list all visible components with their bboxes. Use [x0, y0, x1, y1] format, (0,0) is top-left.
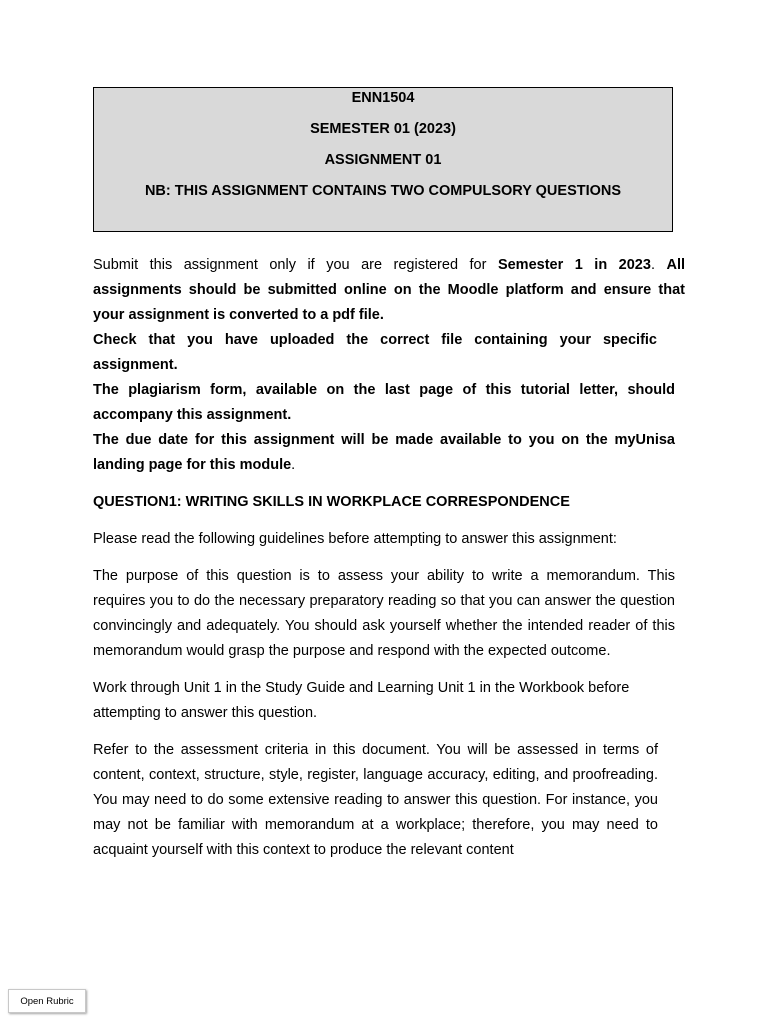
submission-line-9: landing page for this module.	[93, 457, 296, 473]
submission-line-3: your assignment is converted to a pdf file.	[93, 307, 384, 323]
compulsory-note: NB: THIS ASSIGNMENT CONTAINS TWO COMPULSORY QUESTIONS	[144, 183, 622, 199]
semester-emphasis: Semester 1 in 2023	[497, 257, 651, 273]
assignment-title: ASSIGNMENT 01	[324, 152, 442, 168]
purpose-paragraph: The purpose of this question is to assess your ability to write a memorandum. This requires you to do the necessary preparatory reading so that you can answer the question convincingly and adequately. You should ask yourself whether the intended reader of this memorandum would grasp the purpose and respond with the expected outcome.	[93, 568, 675, 659]
submission-line-4: Check that you have uploaded the correct file containing your specific	[93, 332, 657, 348]
open-rubric-button[interactable]: Open Rubric	[8, 989, 86, 1013]
submission-instructions	[93, 253, 685, 478]
submission-line-8: The due date for this assignment will be made available to you on the myUnisa	[93, 432, 675, 448]
submission-line-7: accompany this assignment.	[93, 407, 292, 423]
semester-title: SEMESTER 01 (2023)	[310, 121, 456, 137]
submission-line-6: The plagiarism form, available on the last page of this tutorial letter, should	[93, 382, 675, 398]
work-through-paragraph: Work through Unit 1 in the Study Guide and Learning Unit 1 in the Workbook before attempting to answer this question.	[93, 680, 630, 721]
document-body	[93, 253, 685, 863]
assessment-criteria-paragraph: Refer to the assessment criteria in this document. You will be assessed in terms of content, context, structure, style, register, language accuracy, editing, and proofreading. You may need to do some extensive reading to answer this question. For instance, you may not be familiar with memorandum at a workplace; therefore, you may need to acquaint yourself with this context to produce the relevant content	[93, 742, 658, 858]
submission-line-5: assignment.	[93, 357, 178, 373]
guidelines-intro: Please read the following guidelines before attempting to answer this assignment:	[93, 531, 617, 547]
submission-line-2: assignments should be submitted online on the Moodle platform and ensure that	[93, 282, 685, 298]
question-1-title: QUESTION1: WRITING SKILLS IN WORKPLACE CORRESPONDENCE	[93, 494, 570, 510]
course-code: ENN1504	[351, 90, 415, 106]
submission-line-1: Submit this assignment only if you are registered for Semester 1 in 2023. All	[93, 257, 685, 273]
assignment-header-box	[93, 87, 673, 232]
